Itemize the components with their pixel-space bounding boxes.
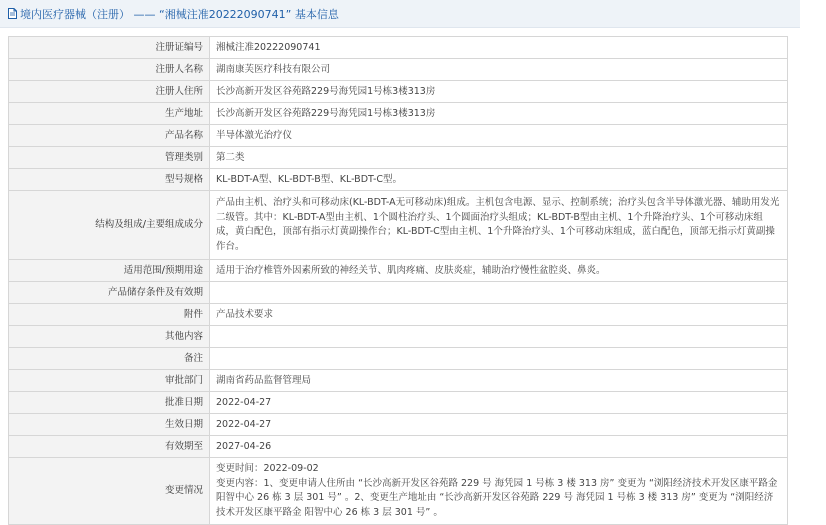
field-label: 型号规格 [9,169,210,191]
table-row [9,37,788,59]
document-icon [8,8,17,19]
field-label: 结构及组成/主要组成成分 [9,191,210,260]
table-row [9,125,788,147]
field-value: 长沙高新开发区谷苑路229号海凭园1号栋3楼313房 [210,81,788,103]
field-label: 注册人名称 [9,59,210,81]
table-row [9,169,788,191]
table-row [9,147,788,169]
field-label: 注册人住所 [9,81,210,103]
field-label: 产品名称 [9,125,210,147]
field-label: 有效期至 [9,436,210,458]
table-row [9,59,788,81]
table-row [9,304,788,326]
field-label: 审批部门 [9,370,210,392]
table-row [9,436,788,458]
change-content: 变更内容：1、变更申请人住所由 “长沙高新开发区谷苑路 229 号 海凭园 1 号栋 3 楼 313 房” 变更为 “浏阳经济技术开发区康平路金 阳智中心 26 栋 3 层 301 号” 。2、变更生产地址由 “长沙高新开发区谷苑路 229 号 海凭园 1 号栋 3 楼 313 房” 变更为 “浏阳经济技术开发区康平路金 阳智中心 26 栋 3 层 301 号” 。 [216,477,778,518]
field-value: 长沙高新开发区谷苑路229号海凭园1号栋3楼313房 [210,103,788,125]
field-label: 批准日期 [9,392,210,414]
field-value: 湘械注准20222090741 [210,37,788,59]
table-row [9,282,788,304]
table-row [9,191,788,260]
field-label: 生产地址 [9,103,210,125]
change-row [9,458,788,525]
field-value: 2027-04-26 [210,436,788,458]
field-value [210,348,788,370]
field-value: 产品技术要求 [210,304,788,326]
info-panel [8,36,788,525]
field-value: KL-BDT-A型、KL-BDT-B型、KL-BDT-C型。 [210,169,788,191]
field-value: 第二类 [210,147,788,169]
page-header [0,0,800,28]
field-label: 备注 [9,348,210,370]
field-label: 注册证编号 [9,37,210,59]
field-label: 附件 [9,304,210,326]
table-row [9,348,788,370]
change-value [210,458,788,525]
field-value [210,326,788,348]
table-row [9,103,788,125]
field-value: 半导体激光治疗仪 [210,125,788,147]
table-row [9,326,788,348]
field-value: 湖南省药品监督管理局 [210,370,788,392]
field-label: 管理类别 [9,147,210,169]
field-value: 适用于治疗椎管外因素所致的神经关节、肌肉疼痛、皮肤炎症，辅助治疗慢性盆腔炎、鼻炎。 [210,260,788,282]
field-label: 其他内容 [9,326,210,348]
change-time: 变更时间：2022-09-02 [216,463,319,474]
field-label: 生效日期 [9,414,210,436]
table-row [9,81,788,103]
table-row [9,414,788,436]
table-row [9,370,788,392]
field-label: 变更情况 [9,458,210,525]
field-value: 2022-04-27 [210,414,788,436]
table-row [9,392,788,414]
field-value: 产品由主机、治疗头和可移动床(KL-BDT-A无可移动床)组成。主机包含电源、显示、控制系统；治疗头包含半导体激光器、辅助用发光二级管。其中：KL-BDT-A型由主机、1个圆柱治疗头、1个圆面治疗头组成；KL-BDT-B型由主机、1个升降治疗头、1个可移动床组成，黄白配色，顶部有指示灯黄副操作台；KL-BDT-C型由主机、1个升降治疗头、1个可移动床组成，蓝白配色，顶部无指示灯黄副操作台。 [210,191,788,260]
field-value: 2022-04-27 [210,392,788,414]
field-label: 产品储存条件及有效期 [9,282,210,304]
field-value: 湖南康芙医疗科技有限公司 [210,59,788,81]
field-label: 适用范围/预期用途 [9,260,210,282]
table-row [9,260,788,282]
info-table [8,36,788,525]
field-value [210,282,788,304]
page-title: 境内医疗器械（注册） —— “湘械注准20222090741” 基本信息 [20,7,339,21]
